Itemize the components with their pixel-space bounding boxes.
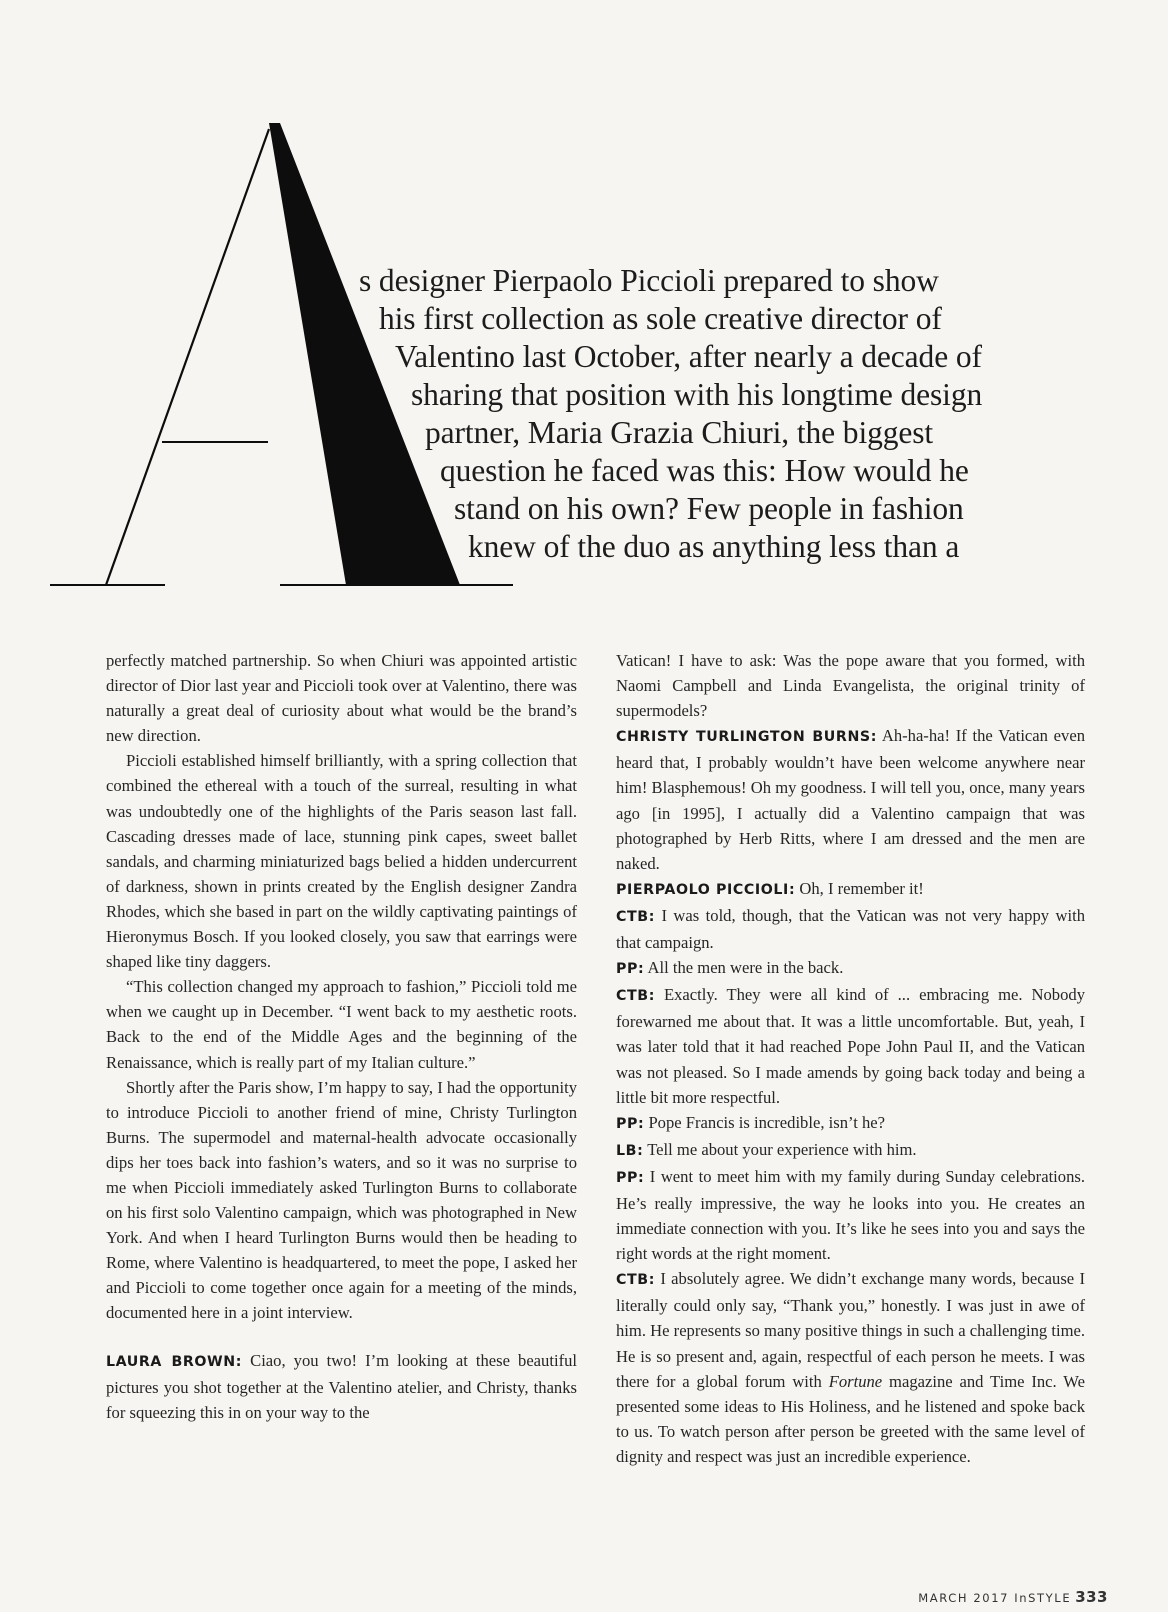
intro-line-5: partner, Maria Grazia Chiuri, the biggest [425,415,934,450]
question-text: Tell me about your experience with him. [647,1139,917,1159]
answer-text: Ah-ha-ha! If the Vatican even heard that, I probably wouldn’t have been welcome anywhere near him! Blasphemous! Oh my goodness. I will tell you, once, many years ago [in 1995], I actually did a Valentino campaign that was photographed by Herb Ritts, where I am dressed and the men are naked. [616,726,1085,873]
answer-text: I absolutely agree. We didn’t exchange many words, because I literally could only say, “Thank you,” honestly. I was just in awe of him. He represents so many positive things in such a challenging time. He is so present and, again, respectful of each person he meets. I was there for a global forum with [616,1269,1085,1391]
answer-text: Oh, I remember it! [799,878,924,898]
interview-answer: CTB: I absolutely agree. We didn’t exchange many words, because I literally could only say, “Thank you,” honestly. I was just in awe of him. He represents so many positive things in such a challenging time. He is so present and, again, respectful of each person he meets. I was there for a global forum with Fortune magazine and Time Inc. We presented some ideas to His Holiness, and he listened and spoke back to us. To watch person after person be greeted with the same level of dignity and respect was just an incredible experience. [616,1269,1085,1466]
interview-question: LB: Tell me about your experience with him. [616,1139,917,1159]
interview-answer: PP: Pope Francis is incredible, isn’t he? [616,1112,886,1132]
answer-text: Exactly. They were all kind of ... embracing me. Nobody forewarned me about that. It was a little uncomfortable. But, yeah, I was later told that it had reached Pope John Paul II, and the Vatican was not pleased. So I made amends by going back today and being a little bit more respectful. [616,985,1085,1107]
magazine-title: Fortune [828,1371,883,1391]
speaker-name: PP [616,1169,638,1186]
interview-answer: PP: All the men were in the back. [616,958,844,978]
answer-text: I was told, though, that the Vatican was not very happy with that campaign. [616,905,1085,953]
speaker-name: LAURA BROWN [106,1353,236,1370]
intro-line-8: knew of the duo as anything less than a [468,529,960,564]
interview-answer: CTB: Exactly. They were all kind of ... embracing me. Nobody forewarned me about that. It was a little uncomfortable. But, yeah, I was later told that it had reached Pope John Paul II, and the Vatican was not pleased. So I made amends by going back today and being a little bit more respectful. [616,985,1085,1107]
speaker-name: CTB [616,988,649,1005]
speaker-name: PIERPAOLO PICCIOLI [616,881,789,898]
question-continued: Vatican! I have to ask: Was the pope aware that you formed, with Naomi Campbell and Linda Evangelista, the original trinity of supermodels? [616,651,1085,721]
body-paragraph: Shortly after the Paris show, I’m happy to say, I had the opportunity to introduce Piccioli to another friend of mine, Christy Turlington Burns. The supermodel and maternal-health advocate occasionally dips her toes back into fashion’s waters, and so it was no surprise to me when Piccioli immediately asked Turlington Burns to collaborate on his first solo Valentino campaign, which was photographed in New York. And when I heard Turlington Burns would then be heading to Rome, where Valentino is headquartered, to meet the pope, I asked her and Piccioli to come together once again for a meeting of the minds, documented here in a joint interview. [106,1077,577,1323]
answer-text: All the men were in the back. [647,958,844,978]
body-paragraph: perfectly matched partnership. So when Chiuri was appointed artistic director of Dior last year and Piccioli took over at Valentino, there was naturally a great deal of curiosity about what would be the brand’s new direction. [106,651,577,746]
intro-line-2: his first collection as sole creative director of [379,301,942,336]
drop-cap-thin-stroke [106,129,269,585]
intro-line-4: sharing that position with his longtime design [411,377,983,412]
interview-question: LAURA BROWN: Ciao, you two! I’m looking at these beautiful pictures you shot together at the Valentino atelier, and Christy, thanks for squeezing this in on your way to the [106,1350,578,1422]
page-number: 333 [1075,1588,1108,1606]
issue-label: MARCH 2017 InSTYLE [918,1591,1072,1605]
intro-line-7: stand on his own? Few people in fashion [454,491,964,526]
interview-answer: PP: I went to meet him with my family during Sunday celebrations. He’s really impressive, the way he looks into you. He creates an immediate connection with you. It’s like he sees into you and says the right words at the right moment. [616,1166,1085,1264]
interview-answer: CTB: I was told, though, that the Vatican was not very happy with that campaign. [616,905,1085,953]
article-column-left [106,648,577,1425]
intro-line-6: question he faced was this: How would he [440,453,969,488]
speaker-name: CTB [616,908,649,925]
answer-text: magazine and Time Inc. We presented some ideas to His Holiness, and he listened and spoke back to us. To watch person after person be greeted with the same level of dignity and respect was just an incredible experience. [616,1371,1085,1466]
intro-line-3: Valentino last October, after nearly a decade of [395,339,982,374]
question-text: Ciao, you two! I’m looking at these beautiful pictures you shot together at the Valentino atelier, and Christy, thanks for squeezing this in on your way to the [106,1350,578,1422]
interview-answer: CHRISTY TURLINGTON BURNS: Ah-ha-ha! If the Vatican even heard that, I probably wouldn’t have been welcome anywhere near him! Blasphemous! Oh my goodness. I will tell you, once, many years ago [in 1995], I actually did a Valentino campaign that was photographed by Herb Ritts, where I am dressed and the men are naked. [616,726,1085,873]
article-column-right [616,648,1085,1469]
answer-text: Pope Francis is incredible, isn’t he? [648,1112,886,1132]
speaker-name: PP [616,961,638,978]
interview-answer: PIERPAOLO PICCIOLI: Oh, I remember it! [616,878,924,898]
intro-line-1: s designer Pierpaolo Piccioli prepared to show [359,263,939,298]
body-paragraph: “This collection changed my approach to fashion,” Piccioli told me when we caught up in December. “I went back to my aesthetic roots. Back to the end of the Middle Ages and the beginning of the Renaissance, which is really part of my Italian culture.” [106,977,577,1072]
answer-text: I went to meet him with my family during Sunday celebrations. He’s really impressive, the way he looks into you. He creates an immediate connection with you. It’s like he sees into you and says the right words at the right moment. [616,1166,1085,1264]
speaker-name: CTB [616,1272,649,1289]
page-folio [918,1588,1108,1606]
speaker-name: CHRISTY TURLINGTON BURNS [616,729,871,746]
body-paragraph: Piccioli established himself brilliantly, with a spring collection that combined the ethereal with a touch of the surreal, resulting in what was undoubtedly one of the highlights of the Paris season last fall. Cascading dresses made of lace, stunning pink capes, sweet ballet sandals, and charming miniaturized bags belied a hidden undercurrent of darkness, shown in prints created by the English designer Zandra Rhodes, which she based in part on the wildly captivating paintings of Hieronymus Bosch. If you looked closely, you saw that earrings were shaped like tiny daggers. [106,751,577,972]
speaker-name: PP [616,1115,638,1132]
speaker-name: LB [616,1142,638,1159]
